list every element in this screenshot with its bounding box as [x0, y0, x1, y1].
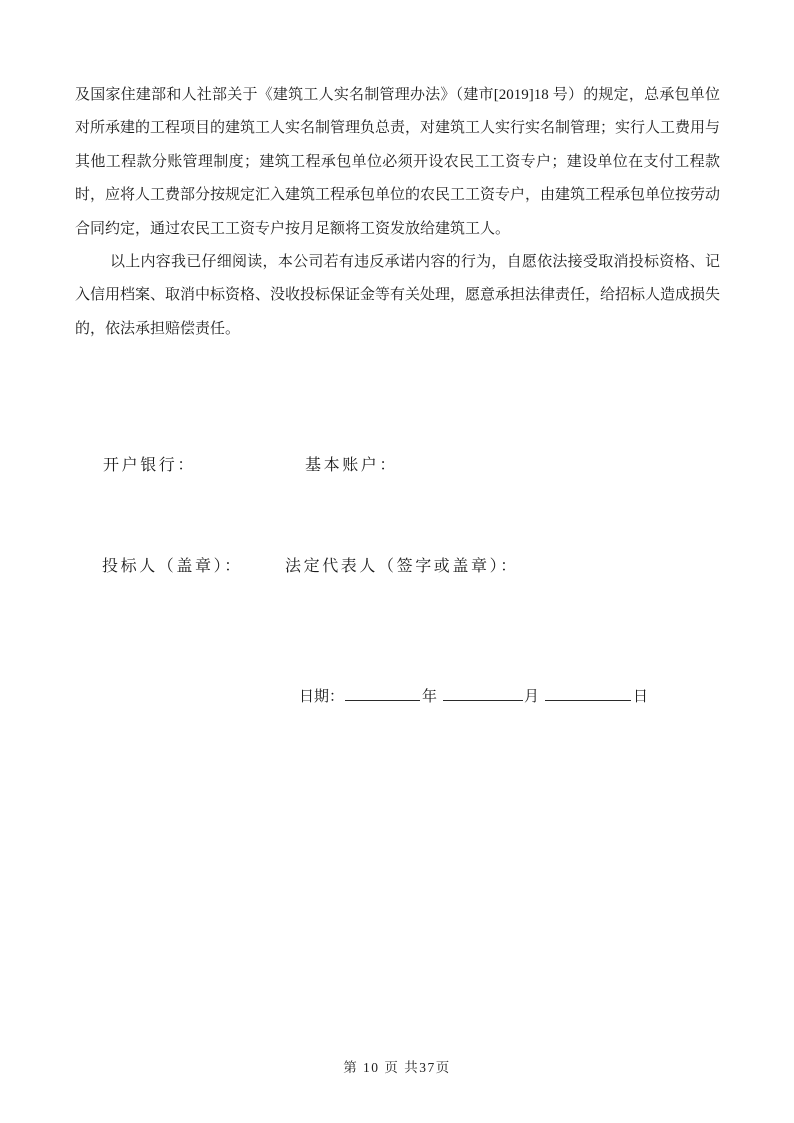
date-year-blank: [345, 686, 420, 701]
date-label: 日期：: [299, 689, 345, 705]
month-label: 月: [524, 689, 540, 705]
body-text: [75, 79, 720, 346]
date-day-blank: [545, 686, 631, 701]
paragraph-commitment: 以上内容我已仔细阅读，本公司若有违反承诺内容的行为，自愿依法接受取消投标资格、记入信用档案、取消中标资格、没收投标保证金等有关处理，愿意承担法律责任，给招标人造成损失的，依法承担赔偿责任。: [75, 254, 721, 337]
account-label: 基本账户：: [305, 457, 399, 474]
page-number-footer: 第 10 页 共37页: [343, 1060, 451, 1075]
bidder-seal-label: 投标人（盖章）：: [102, 558, 243, 575]
year-label: 年: [422, 689, 438, 705]
day-label: 日: [633, 689, 649, 705]
legal-representative-label: 法定代表人（签字或盖章）：: [285, 558, 519, 575]
date-row: [299, 685, 648, 706]
bank-label: 开户银行：: [103, 457, 197, 474]
date-month-blank: [443, 686, 523, 701]
paragraph-regulation: 及国家住建部和人社部关于《建筑工人实名制管理办法》（建市[2019]18 号）的规定，总承包单位对所承建的工程项目的建筑工人实名制管理负总责，对建筑工人实行实名制管理；实行人工费用与其他工程款分账管理制度；建筑工程承包单位必须开设农民工工资专户；建设单位在支付工程款时，应将人工费部分按规定汇入建筑工程承包单位的农民工工资专户，由建筑工程承包单位按劳动合同约定，通过农民工工资专户按月足额将工资发放给建筑工人。: [75, 87, 721, 237]
